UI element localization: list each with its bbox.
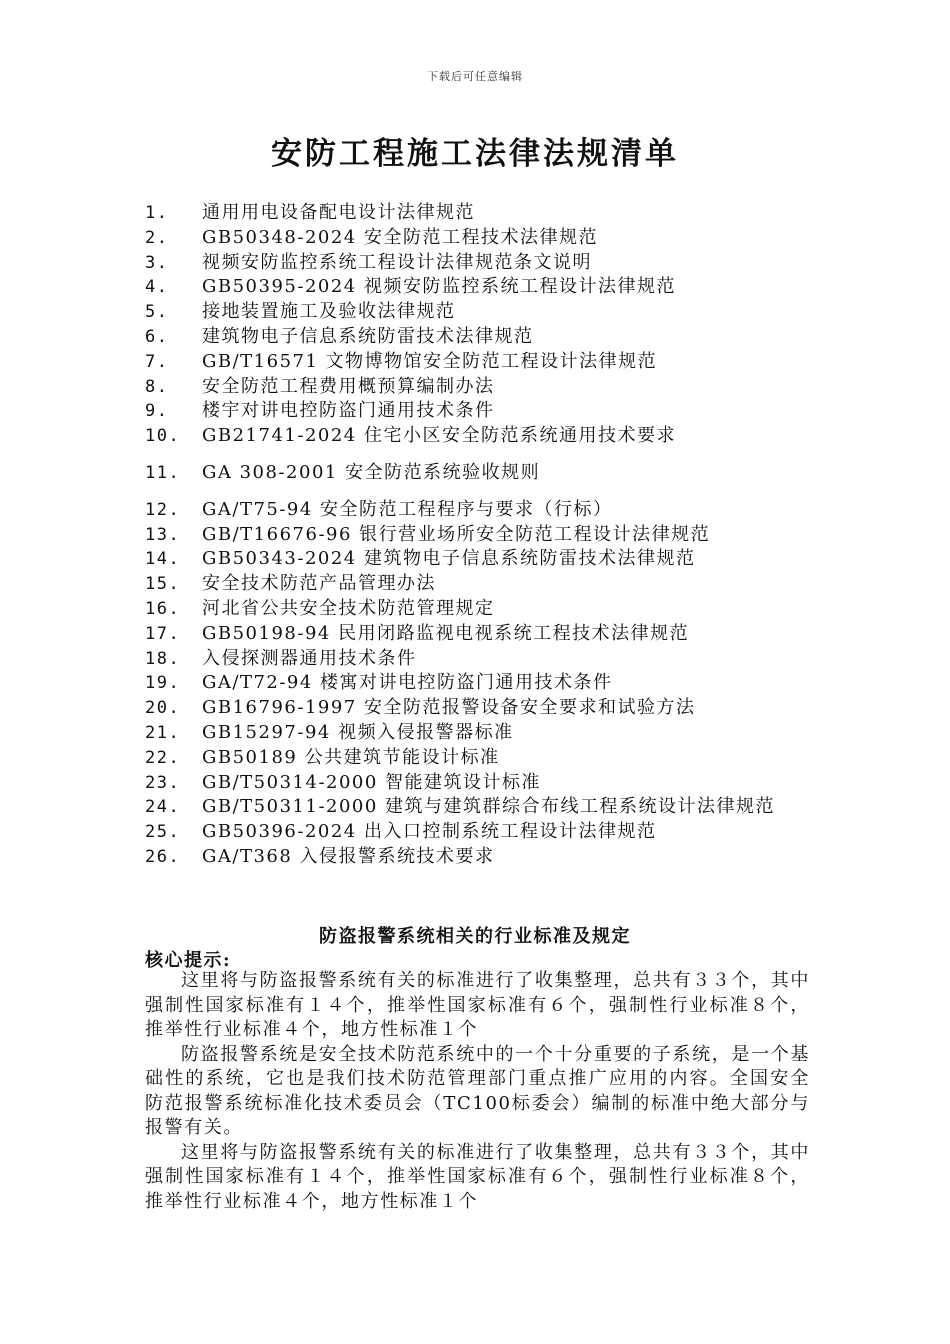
list-item-text: GA/T368 入侵报警系统技术要求 — [202, 845, 495, 867]
list-item — [145, 201, 825, 226]
list-item — [145, 820, 825, 845]
body-text — [145, 969, 810, 1214]
list-item-number: 4. — [145, 277, 169, 298]
list-item — [145, 746, 825, 771]
list-item-text: GB15297-94 视频入侵报警器标准 — [202, 721, 514, 743]
list-item — [145, 547, 825, 572]
list-item-number: 2. — [145, 227, 169, 248]
list-item — [145, 721, 825, 746]
list-item-number: 26. — [145, 846, 181, 867]
list-item — [145, 375, 825, 400]
paragraph: 这里将与防盗报警系统有关的标准进行了收集整理，总共有３３个，其中强制性国家标准有１４个，推举性国家标准有６个，强制性行业标准８个，推举性行业标准４个，地方性标准１个 — [145, 1141, 810, 1212]
list-item-number: 10. — [145, 426, 181, 447]
list-item-text: GA 308-2001 安全防范系统验收规则 — [202, 461, 541, 483]
list-item-text: 安全技术防范产品管理办法 — [202, 573, 436, 595]
list-item-number: 12. — [145, 499, 181, 520]
list-item-text: GA/T75-94 安全防范工程程序与要求（行标） — [202, 498, 613, 520]
list-item-number: 6. — [145, 326, 169, 347]
list-item-text: GB50343-2024 建筑物电子信息系统防雷技术法律规范 — [202, 548, 696, 570]
list-item — [145, 523, 825, 548]
list-item-number: 13. — [145, 524, 181, 545]
list-item-text: GB/T50311-2000 建筑与建筑群综合布线工程系统设计法律规范 — [202, 796, 776, 818]
list-item-text: 河北省公共安全技术防范管理规定 — [202, 597, 495, 619]
list-item-number: 3. — [145, 252, 169, 273]
list-item-number: 24. — [145, 797, 181, 818]
list-item — [145, 845, 825, 870]
list-item-number: 1. — [145, 203, 169, 223]
list-item-text: 接地装置施工及验收法律规范 — [202, 301, 456, 323]
list-item — [145, 424, 825, 449]
list-item-number: 19. — [145, 673, 181, 694]
list-item-number: 8. — [145, 376, 169, 397]
list-item-text: GB50198-94 民用闭路监视电视系统工程技术法律规范 — [202, 622, 690, 644]
list-item-text: GB/T16676-96 银行营业场所安全防范工程设计法律规范 — [202, 523, 711, 545]
list-item — [145, 226, 825, 251]
list-item — [145, 771, 825, 796]
list-item — [145, 325, 825, 350]
regulation-list — [145, 201, 825, 870]
list-item — [145, 572, 825, 597]
list-item — [145, 300, 825, 325]
list-item-text: 楼宇对讲电控防盗门通用技术条件 — [202, 400, 495, 422]
list-item-text: GB16796-1997 安全防范报警设备安全要求和试验方法 — [202, 697, 696, 719]
list-item-number: 21. — [145, 722, 181, 743]
list-item-number: 7. — [145, 351, 169, 372]
list-item-text: GB50348-2024 安全防范工程技术法律规范 — [202, 226, 598, 248]
document-title: 安防工程施工法律法规清单 — [271, 136, 679, 172]
list-item — [145, 795, 825, 820]
list-item-text: 通用用电设备配电设计法律规范 — [202, 202, 475, 223]
header-note: 下载后可任意编辑 — [427, 70, 523, 83]
list-item-text: GB50395-2024 视频安防监控系统工程设计法律规范 — [202, 276, 676, 298]
list-item — [145, 399, 825, 424]
paragraph: 这里将与防盗报警系统有关的标准进行了收集整理，总共有３３个，其中强制性国家标准有１４个，推举性国家标准有６个，强制性行业标准８个，推举性行业标准４个，地方性标准１个 — [145, 970, 810, 1040]
list-item-number: 17. — [145, 623, 181, 644]
list-item-text: GB/T50314-2000 智能建筑设计标准 — [202, 771, 542, 793]
list-item — [145, 647, 825, 672]
list-item-text: GB21741-2024 住宅小区安全防范系统通用技术要求 — [202, 425, 676, 447]
list-item — [145, 350, 825, 375]
list-item — [145, 622, 825, 647]
list-item — [145, 696, 825, 721]
list-item-number: 14. — [145, 549, 181, 570]
list-item — [145, 671, 825, 696]
list-item-number: 15. — [145, 574, 181, 595]
list-item-text: 安全防范工程费用概预算编制办法 — [202, 375, 495, 397]
list-item-number: 25. — [145, 822, 181, 843]
list-item-number: 5. — [145, 302, 169, 323]
list-item-number: 20. — [145, 698, 181, 719]
section-heading: 防盗报警系统相关的行业标准及规定 — [319, 926, 631, 947]
list-item — [145, 251, 825, 276]
list-item — [145, 498, 825, 523]
list-item-text: GB/T16571 文物博物馆安全防范工程设计法律规范 — [202, 350, 658, 372]
list-item — [145, 275, 825, 300]
list-item — [145, 461, 825, 486]
list-item-text: GB50396-2024 出入口控制系统工程设计法律规范 — [202, 821, 657, 843]
list-item-text: 视频安防监控系统工程设计法律规范条文说明 — [202, 251, 592, 273]
list-item-number: 11. — [145, 462, 181, 483]
list-item-text: 入侵探测器通用技术条件 — [202, 647, 417, 669]
list-item-number: 22. — [145, 747, 181, 768]
paragraph: 防盗报警系统是安全技术防范系统中的一个十分重要的子系统，是一个基础性的系统，它也是我们技术防范管理部门重点推广应用的内容。全国安全防范报警系统标准化技术委员会（TC100标委会）编制的标准中绝大部分与报警有关。 — [145, 1043, 810, 1138]
list-item-number: 23. — [145, 772, 181, 793]
list-item-number: 9. — [145, 401, 169, 422]
list-item-text: 建筑物电子信息系统防雷技术法律规范 — [202, 325, 534, 347]
list-item-number: 16. — [145, 598, 181, 619]
list-item-text: GB50189 公共建筑节能设计标准 — [202, 746, 500, 768]
core-tip-label: 核心提示: — [145, 950, 232, 971]
list-item-number: 18. — [145, 648, 181, 669]
list-item-text: GA/T72-94 楼寓对讲电控防盗门通用技术条件 — [202, 672, 613, 694]
list-item — [145, 597, 825, 622]
